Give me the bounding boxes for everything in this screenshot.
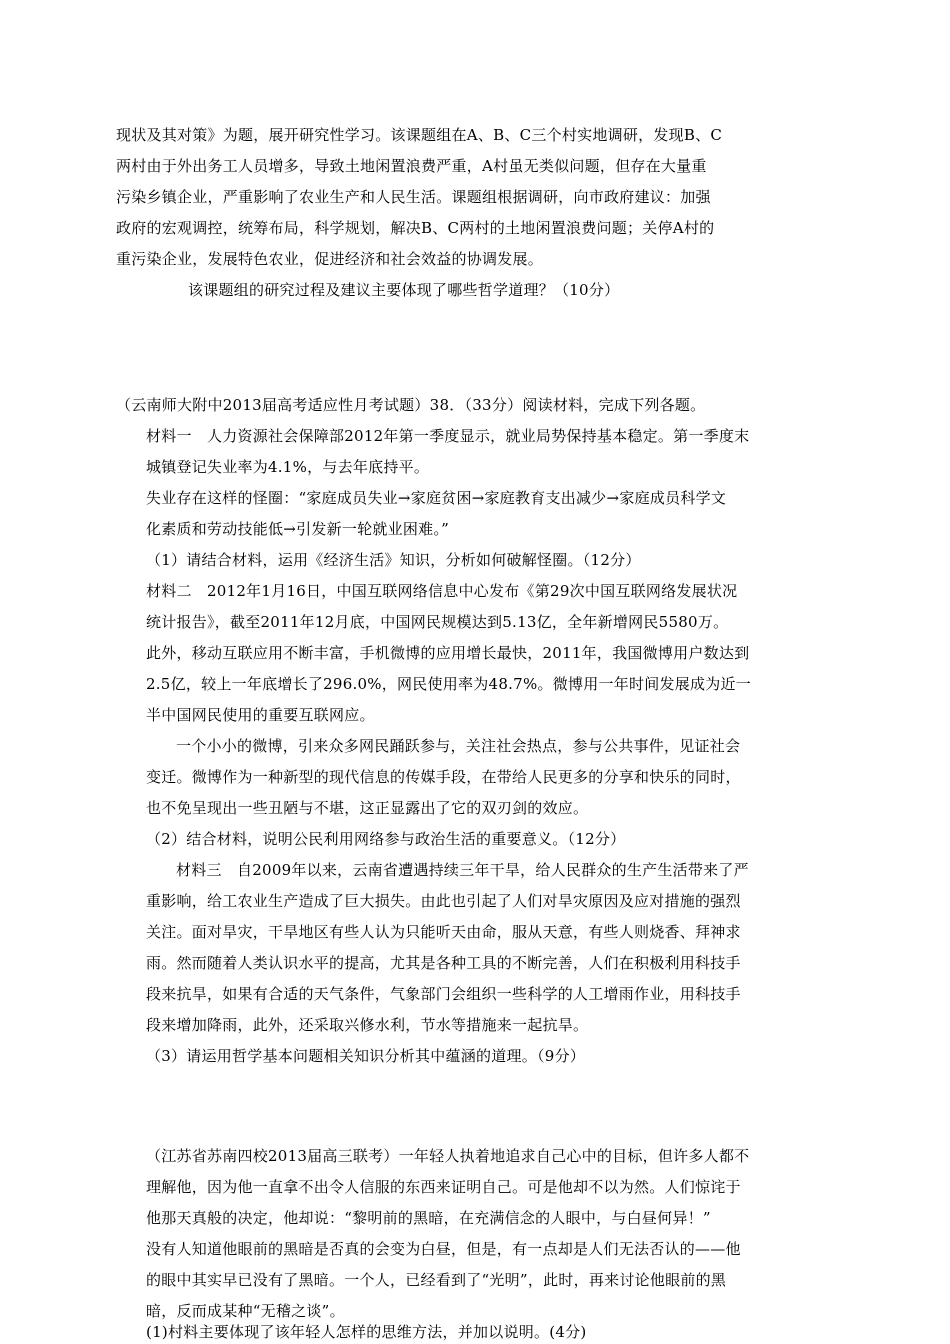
text-line: 变迁。微博作为一种新型的现代信息的传媒手段，在带给人民更多的分享和快乐的同时，: [146, 768, 741, 786]
text-line: 他那天真般的决定，他却说：“黎明前的黑暗，在充满信念的人眼中，与白昼何异！”: [146, 1209, 711, 1227]
text-line: 两村由于外出务工人员增多，导致土地闲置浪费严重，A村虽无类似问题，但存在大量重: [116, 157, 707, 175]
text-line: 统计报告》，截至2011年12月底，中国网民规模达到5.13亿，全年新增网民5580万。: [146, 613, 729, 631]
text-line: 没有人知道他眼前的黑暗是否真的会变为白昼，但是，有一点却是人们无法否认的——他: [146, 1240, 741, 1258]
sub-question: （3）请运用哲学基本问题相关知识分析其中蕴涵的道理。（9分）: [146, 1047, 586, 1065]
text-line: 材料三 自2009年以来，云南省遭遇持续三年干旱，给人民群众的生产生活带来了严: [176, 861, 749, 879]
sub-question: （1）请结合材料，运用《经济生活》知识，分析如何破解怪圈。（12分）: [146, 551, 641, 569]
text-line: 也不免呈现出一些丑陋与不堪，这正显露出了它的双刃剑的效应。: [146, 799, 589, 817]
sub-question: (1)村料主要体现了该年轻人怎样的思维方法，并加以说明。(4分): [146, 1323, 587, 1341]
text-line: 暗，反而成某种“无稽之谈”。: [146, 1302, 345, 1320]
text-line: 污染乡镇企业，严重影响了农业生产和人民生活。课题组根据调研，向市政府建议：加强: [116, 188, 711, 206]
text-line: 段来增加降雨，此外，还采取兴修水利，节水等措施来一起抗旱。: [146, 1016, 589, 1034]
sub-question: （2）结合材料，说明公民利用网络参与政治生活的重要意义。（12分）: [146, 830, 626, 848]
text-line: 失业存在这样的怪圈：“家庭成员失业→家庭贫困→家庭教育支出减少→家庭成员科学文: [146, 489, 727, 507]
question-header: （江苏省苏南四校2013届高三联考）一年轻人执着地追求自己心中的目标，但许多人都不: [146, 1147, 750, 1165]
text-line: 现状及其对策》为题，展开研究性学习。该课题组在A、B、C三个村实地调研，发现B、C: [116, 126, 723, 144]
text-line: 的眼中其实早已没有了黑暗。一个人，已经看到了“光明”，此时，再来讨论他眼前的黑: [146, 1271, 727, 1289]
question-prompt: 该课题组的研究过程及建议主要体现了哪些哲学道理？（10分）: [188, 281, 620, 299]
text-line: 雨。然而随着人类认识水平的提高，尤其是各种工具的不断完善，人们在积极利用科技手: [146, 954, 741, 972]
text-line: 此外，移动互联应用不断丰富，手机微博的应用增长最快，2011年，我国微博用户数达到: [146, 644, 750, 662]
text-line: 重影响，给工农业生产造成了巨大损失。由此也引起了人们对旱灾原因及应对措施的强烈: [146, 892, 741, 910]
text-line: 材料二 2012年1月16日，中国互联网络信息中心发布《第29次中国互联网络发展状况: [146, 582, 738, 600]
text-line: 化素质和劳动技能低→引发新一轮就业困难。”: [146, 520, 449, 538]
text-line: 城镇登记失业率为4.1%，与去年底持平。: [146, 458, 430, 476]
question-header: （云南师大附中2013届高考适应性月考试题）38．（33分）阅读材料，完成下列各题。: [116, 396, 706, 414]
text-line: 重污染企业，发展特色农业，促进经济和社会效益的协调发展。: [116, 250, 544, 268]
text-line: 材料一 人力资源社会保障部2012年第一季度显示，就业局势保持基本稳定。第一季度末: [146, 427, 750, 445]
text-line: 段来抗旱，如果有合适的天气条件，气象部门会组织一些科学的人工增雨作业，用科技手: [146, 985, 741, 1003]
text-line: 半中国网民使用的重要互联网应。: [146, 706, 375, 724]
text-line: 理解他，因为他一直拿不出令人信服的东西来证明自己。可是他却不以为然。人们惊诧于: [146, 1178, 741, 1196]
text-line: 关注。面对旱灾，干旱地区有些人认为只能听天由命，服从天意，有些人则烧香、拜神求: [146, 923, 741, 941]
text-line: 政府的宏观调控，统筹布局，科学规划，解决B、C两村的土地闲置浪费问题；关停A村的: [116, 219, 715, 237]
text-line: 一个小小的微博，引来众多网民踊跃参与，关注社会热点，参与公共事件，见证社会: [176, 737, 741, 755]
text-line: 2.5亿，较上一年底增长了296.0%，网民使用率为48.7%。微博用一年时间发展成为近一: [146, 675, 751, 693]
